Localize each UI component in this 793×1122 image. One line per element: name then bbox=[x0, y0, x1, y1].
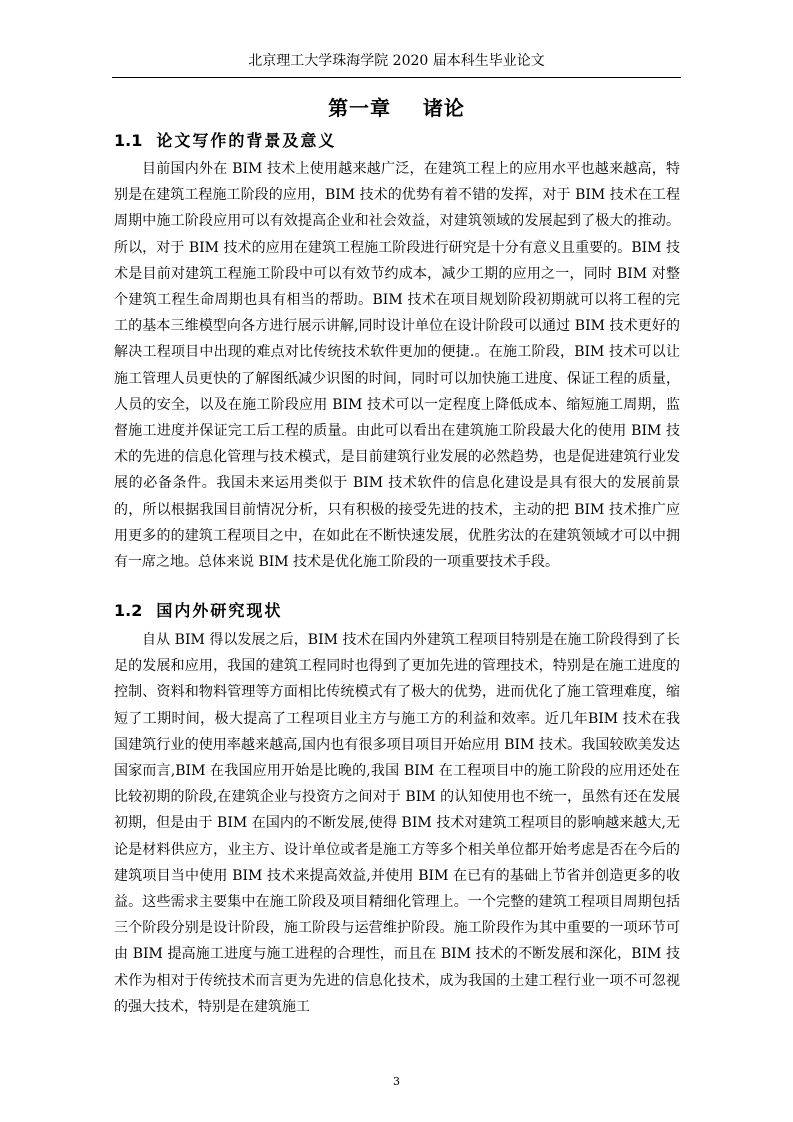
section-heading-1-2 bbox=[114, 600, 282, 622]
running-header: 北京理工大学珠海学院 2020 届本科生毕业论文 bbox=[248, 53, 545, 69]
section-title: 论文写作的背景及意义 bbox=[156, 131, 337, 150]
paragraph-research-status: 自从 BIM 得以发展之后，BIM 技术在国内外建筑工程项目特别是在施工阶段得到了长足的发展和应用，我国的建筑工程同时也得到了更加先进的管理技术，特别是在施工进度的控制、资料和物料管理等方面相比传统模式有了极大的优势，进而优化了施工管理难度，缩短了工期时间，极大提高了工程项目业主方与施工方的利益和效率。近几年BIM 技术在我国建筑行业的使用率越来越高,国内也有很多项目项目开始应用 BIM 技术。我国较欧美发达国家而言,BIM 在我国应用开始是比晚的,我国 BIM 在工程项目中的施工阶段的应用还处在比较初期的阶段,在建筑企业与投资方之间对于 BIM 的认知使用也不统一，虽然有还在发展初期，但是由于 BIM 在国内的不断发展,使得 BIM 技术对建筑工程项目的影响越来越大,无论是材料供应方，业主方、设计单位或者是施工方等多个相关单位都开始考虑是否在今后的建筑项目当中使用 BIM 技术来提高效益,并使用 BIM 在已有的基础上节省并创造更多的收益。这些需求主要集中在施工阶段及项目精细化管理上。一个完整的建筑工程项目周期包括三个阶段分别是设计阶段，施工阶段与运营维护阶段。施工阶段作为其中重要的一项环节可由 BIM 提高施工进度与施工进程的合理性，而且在 BIM 技术的不断发展和深化，BIM 技术作为相对于传统技术而言更为先进的信息化技术，成为我国的土建工程行业一项不可忽视的强大技术，特别是在建筑施工 bbox=[114, 632, 680, 1015]
section-number: 1.2 bbox=[114, 601, 143, 620]
page-number: 3 bbox=[393, 1075, 400, 1088]
section-number: 1.1 bbox=[114, 131, 143, 150]
section-heading-1-1 bbox=[114, 130, 336, 152]
chapter-title: 第一章 诸论 bbox=[328, 96, 465, 120]
header-rule bbox=[112, 77, 681, 78]
section-title: 国内外研究现状 bbox=[156, 601, 283, 620]
paragraph-background: 目前国内外在 BIM 技术上使用越来越广泛，在建筑工程上的应用水平也越来越高，特别是在建筑工程施工阶段的应用，BIM 技术的优势有着不错的发挥，对于 BIM 技术在工程周期中施工阶段应用可以有效提高企业和社会效益，对建筑领域的发展起到了极大的推动。 所以，对于 BIM 技术的应用在建筑工程施工阶段进行研究是十分有意义且重要的。BIM 技术是目前对建筑工程施工阶段中可以有效节约成本，减少工期的应用之一，同时 BIM 对整个建筑工程生命周期也具有相当的帮助。BIM 技术在项目规划阶段初期就可以将工程的完工的基本三维模型向各方进行展示讲解,同时设计单位在设计阶段可以通过 BIM 技术更好的解决工程项目中出现的难点对比传统技术软件更加的便捷.。在施工阶段，BIM 技术可以让施工管理人员更快的了解图纸减少识图的时间，同时可以加快施工进度、保证工程的质量，人员的安全，以及在施工阶段应用 BIM 技术可以一定程度上降低成本、缩短施工周期，监督施工进度并保证完工后工程的质量。由此可以看出在建筑施工阶段最大化的使用 BIM 技术的先进的信息化管理与技术模式，是目前建筑行业发展的必然趋势，也是促进建筑行业发展的必备条件。我国未来运用类似于 BIM 技术软件的信息化建设是具有很大的发展前景的，所以根据我国目前情况分析，只有积极的接受先进的技术，主动的把 BIM 技术推广应用更多的的建筑工程项目之中，在如此在不断快速发展，优胜劣汰的在建筑领域才可以中拥有一席之地。总体来说 BIM 技术是优化施工阶段的一项重要技术手段。 bbox=[114, 161, 680, 571]
